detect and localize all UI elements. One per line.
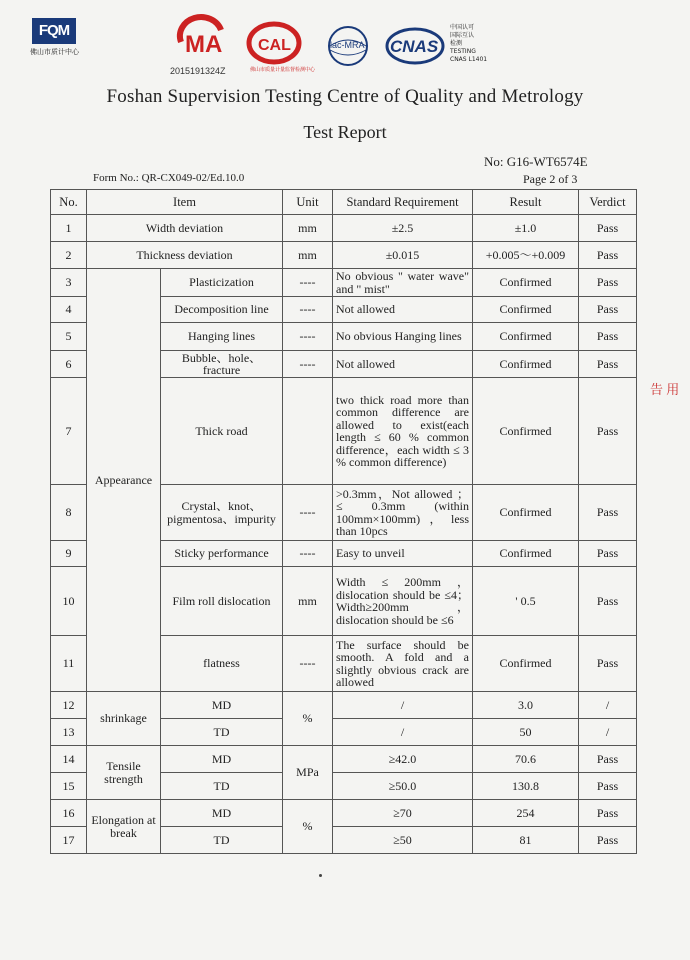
svg-text:CNAS: CNAS <box>390 37 439 56</box>
row-verdict: Pass <box>579 541 637 567</box>
row-item: Thickness deviation <box>87 242 283 269</box>
row-unit: % <box>283 800 333 854</box>
row-requirement: >0.3mm，Not allowed ； ≤ 0.3mm (within 100mm×100mm)，less than 10pcs <box>333 485 473 541</box>
row-result: 81 <box>473 827 579 854</box>
row-unit: ---- <box>283 636 333 692</box>
row-verdict: Pass <box>579 567 637 636</box>
row-result: 50 <box>473 719 579 746</box>
row-result: Confirmed <box>473 351 579 378</box>
row-verdict: Pass <box>579 351 637 378</box>
row-requirement: / <box>333 692 473 719</box>
row-item: Plasticization <box>161 269 283 297</box>
row-result: +0.005～+0.009 <box>473 242 579 269</box>
paper-speck <box>319 874 322 877</box>
row-item: Film roll dislocation <box>161 567 283 636</box>
row-requirement: ±2.5 <box>333 215 473 242</box>
row-no: 13 <box>51 719 87 746</box>
row-result: 3.0 <box>473 692 579 719</box>
row-unit: ---- <box>283 269 333 297</box>
report-number: No: G16-WT6574E <box>484 154 588 169</box>
row-requirement: The surface should be smooth. A fold and a slightly obvious crack are allowed <box>333 636 473 692</box>
row-item: MD <box>161 692 283 719</box>
row-unit: mm <box>283 215 333 242</box>
cnas-logo-icon <box>385 26 447 66</box>
row-item: TD <box>161 773 283 800</box>
row-no: 15 <box>51 773 87 800</box>
row-no: 17 <box>51 827 87 854</box>
cal-caption: 佛山市质量计量监督检测中心 <box>250 68 316 73</box>
row-no: 12 <box>51 692 87 719</box>
row-no: 2 <box>51 242 87 269</box>
table-header-row <box>51 190 637 215</box>
col-header-result: Result <box>473 190 579 215</box>
row-verdict: Pass <box>579 323 637 351</box>
row-no: 8 <box>51 485 87 541</box>
svg-text:ilac-MRA: ilac-MRA <box>328 40 365 50</box>
row-requirement: Not allowed <box>333 297 473 323</box>
group-appearance: Appearance <box>87 269 161 692</box>
cal-seal-icon <box>246 22 304 66</box>
row-unit: MPa <box>283 746 333 800</box>
row-unit: ---- <box>283 297 333 323</box>
row-item: TD <box>161 827 283 854</box>
row-verdict: Pass <box>579 378 637 485</box>
row-item: flatness <box>161 636 283 692</box>
col-header-item: Item <box>87 190 283 215</box>
row-no: 11 <box>51 636 87 692</box>
row-unit <box>283 378 333 485</box>
row-item: Crystal、knot、pigmentosa、impurity <box>161 485 283 541</box>
table-row <box>51 800 637 827</box>
row-requirement: Easy to unveil <box>333 541 473 567</box>
fqm-caption: 佛山市质计中心 <box>30 48 79 56</box>
test-results-table <box>50 189 637 854</box>
col-header-no: No. <box>51 190 87 215</box>
row-unit: ---- <box>283 541 333 567</box>
row-item: TD <box>161 719 283 746</box>
table-row <box>51 215 637 242</box>
row-result: Confirmed <box>473 541 579 567</box>
fqm-logo-mark: FQM <box>32 18 76 44</box>
group-shrinkage: shrinkage <box>87 692 161 746</box>
cma-number: 2015191324Z <box>170 66 226 76</box>
report-title: Test Report <box>303 122 387 142</box>
seal-stamp-fragment: 告 用 <box>650 382 680 397</box>
row-unit: mm <box>283 567 333 636</box>
row-requirement: ≥42.0 <box>333 746 473 773</box>
row-result: Confirmed <box>473 297 579 323</box>
row-verdict: Pass <box>579 215 637 242</box>
cma-seal-icon <box>175 22 233 62</box>
page-indicator: Page 2 of 3 <box>523 172 578 186</box>
row-verdict: Pass <box>579 297 637 323</box>
group-elongation-at-break: Elongation at break <box>87 800 161 854</box>
cnas-caption: 中国认可 国际互认 检测 TESTING CNAS L1401 <box>450 24 488 63</box>
row-verdict: Pass <box>579 636 637 692</box>
row-verdict: Pass <box>579 827 637 854</box>
row-requirement: Width ≤ 200mm ，dislocation should be ≤4；Width≥200mm ，dislocation should be ≤6 <box>333 567 473 636</box>
row-verdict: Pass <box>579 746 637 773</box>
row-verdict: / <box>579 692 637 719</box>
row-no: 10 <box>51 567 87 636</box>
row-no: 5 <box>51 323 87 351</box>
row-no: 4 <box>51 297 87 323</box>
row-verdict: Pass <box>579 800 637 827</box>
row-verdict: Pass <box>579 773 637 800</box>
row-item: Width deviation <box>87 215 283 242</box>
row-unit: % <box>283 692 333 746</box>
row-requirement: two thick road more than common difference are allowed to exist(each length ≤ 60 % common difference，each width ≤ 3 % common difference) <box>333 378 473 485</box>
row-no: 14 <box>51 746 87 773</box>
row-no: 7 <box>51 378 87 485</box>
row-requirement: ±0.015 <box>333 242 473 269</box>
row-item: MD <box>161 746 283 773</box>
row-no: 9 <box>51 541 87 567</box>
row-result: 70.6 <box>473 746 579 773</box>
row-result: 130.8 <box>473 773 579 800</box>
fqm-logo <box>30 18 90 57</box>
ilac-mra-logo-icon <box>320 24 376 68</box>
row-result: Confirmed <box>473 378 579 485</box>
row-requirement: / <box>333 719 473 746</box>
row-requirement: Not allowed <box>333 351 473 378</box>
group-tensile-strength: Tensile strength <box>87 746 161 800</box>
row-requirement: ≥50 <box>333 827 473 854</box>
row-verdict: / <box>579 719 637 746</box>
accreditation-logos <box>30 18 500 78</box>
row-unit: mm <box>283 242 333 269</box>
row-result: ' 0.5 <box>473 567 579 636</box>
row-item: MD <box>161 800 283 827</box>
row-unit: ---- <box>283 351 333 378</box>
row-no: 16 <box>51 800 87 827</box>
table-row <box>51 242 637 269</box>
svg-text:CAL: CAL <box>258 37 291 54</box>
row-unit: ---- <box>283 323 333 351</box>
row-no: 6 <box>51 351 87 378</box>
row-verdict: Pass <box>579 269 637 297</box>
row-result: Confirmed <box>473 485 579 541</box>
table-row <box>51 269 637 297</box>
row-item: Hanging lines <box>161 323 283 351</box>
row-item: Decomposition line <box>161 297 283 323</box>
row-no: 3 <box>51 269 87 297</box>
col-header-verdict: Verdict <box>579 190 637 215</box>
col-header-unit: Unit <box>283 190 333 215</box>
row-verdict: Pass <box>579 485 637 541</box>
row-result: Confirmed <box>473 636 579 692</box>
row-item: Sticky performance <box>161 541 283 567</box>
row-no: 1 <box>51 215 87 242</box>
table-row <box>51 692 637 719</box>
row-requirement: ≥50.0 <box>333 773 473 800</box>
row-item: Bubble、hole、fracture <box>161 351 283 378</box>
row-verdict: Pass <box>579 242 637 269</box>
row-result: Confirmed <box>473 323 579 351</box>
row-item: Thick road <box>161 378 283 485</box>
svg-text:MA: MA <box>185 31 223 58</box>
row-result: 254 <box>473 800 579 827</box>
row-result: Confirmed <box>473 269 579 297</box>
row-requirement: No obvious Hanging lines <box>333 323 473 351</box>
row-result: ±1.0 <box>473 215 579 242</box>
row-unit: ---- <box>283 485 333 541</box>
row-requirement: No obvious " water wave" and " mist" <box>333 269 473 297</box>
row-requirement: ≥70 <box>333 800 473 827</box>
table-row <box>51 746 637 773</box>
col-header-requirement: Standard Requirement <box>333 190 473 215</box>
organization-title: Foshan Supervision Testing Centre of Quality and Metrology <box>106 86 584 107</box>
form-number: Form No.: QR-CX049-02/Ed.10.0 <box>93 172 245 184</box>
